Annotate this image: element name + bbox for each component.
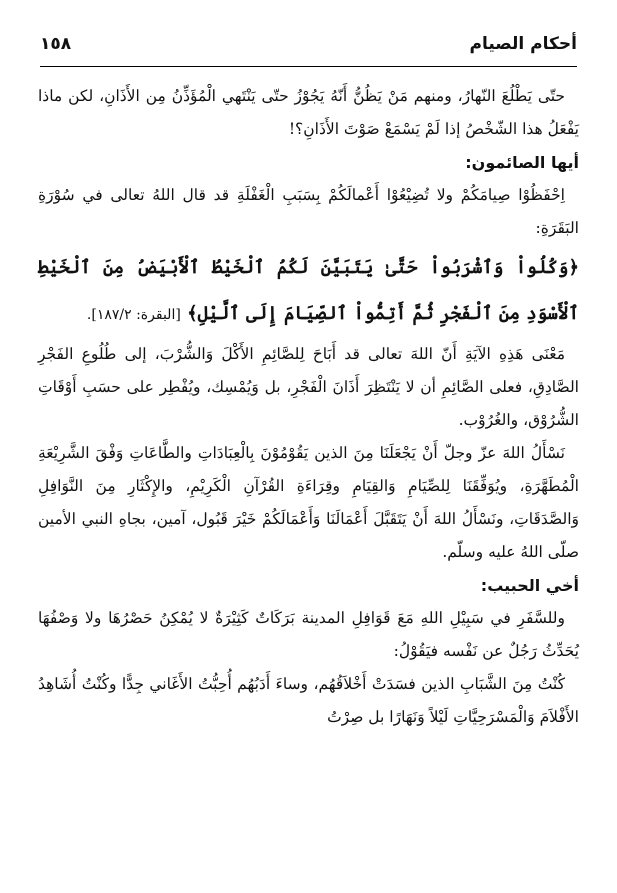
verse-reference: [البقرة: ١٨٧/٢]. [86, 307, 181, 323]
quran-verse: ﴿وَكُلُواْ وَٱشْرَبُواْ حَتَّىٰ يَتَبَيَّنَ لَكُمُ ٱلْخَيْطُ ٱلْأَبْيَضُ مِنَ ٱلْخَيْطِ ٱلْأَسْوَدِ مِنَ ٱلْفَجْرِ ثُمَّ أَتِمُّواْ ٱلصِّيَامَ إِلَى ٱلَّيْلِ﴾ [38, 257, 579, 324]
paragraph-dawn-timing: حتّى يَطْلُعَ النّهارُ، ومنهم مَنْ يَظُنُّ أَنّهُ يَجُوْزُ حتّى يَنْتَهي الْمُؤَذِّنُ مِن الأَذَانِ، لكن ماذا يَفْعَلُ هذا الشّخْصُ إذا لَمْ يَسْمَعْ صَوْتَ الأَذَانِ؟! [38, 87, 579, 138]
paragraph-travel-blessings: وللسَّفَرِ في سَبِيْلِ اللهِ مَعَ قَوَافِلِ المدينة بَرَكَاتٌ كَثِيْرَةٌ لا يُمْكِنُ حَصْرُهَا ولا وَصْفُهَا يُحَدِّثُ رَجُلٌ عن نَفْسه فيَقُوْلُ: [38, 609, 579, 660]
page-number: ١٥٨ [40, 34, 72, 54]
running-title: أحكام الصيام [469, 34, 577, 54]
page-body [38, 80, 579, 734]
page-header [40, 28, 577, 62]
header-divider [40, 66, 577, 67]
paragraph-personal-story: كُنْتُ مِنَ الشَّبَابِ الذين فسَدَتْ أَخْلاَقُهُم، وساءَ أَدَبُهُم أُحِبُّتُ الأَغَاني جِدًّا وكُنْتُ أُشَاهِدُ الأَفْلاَمَ وَالْمَسْرَحِيَّاتِ لَيْلاً وَنَهَارًا بل صِرْتُ [38, 675, 579, 726]
heading-dear-brother: أخي الحبيب: [480, 576, 579, 595]
paragraph-supplication: نَسْأَلُ اللهَ عزّ وجلّ أَنْ يَجْعَلَنَا مِنَ الذين يَقُوْمُوْنَ بِالْعِبَادَاتِ والطَّاعَاتِ وَفْقَ الشَّرِيْعَةِ الْمُطَهَّرَةِ، ويُوَفِّقَنَا لِلصِّيَامِ وَالقِيَامِ وقِرَاءَةِ القُرْآنِ الْكَرِيْمِ، والإِكْثَارِ مِنَ النَّوَافِلِ وَالصَّدَقَاتِ، ونَسْأَلُ اللهَ أَنْ يَتَقَبَّلَ أَعْمَالَنَا وَأَعْمَالَكُمْ خَيْرَ قَبُول، آمين، بجاهِ النبي الأمين صلّى اللهُ عليه وسلّم. [38, 444, 579, 561]
paragraph-guard-fasting: اِحْفَظُوْا صِيامَكُمْ ولا تُضِيْعُوْا أَعْمالَكُمْ بِسَبَبِ الْغَفْلَةِ قد قال اللهُ تعالى في سُوْرَةِ البَقَرَةِ: [38, 186, 579, 237]
paragraph-verse-meaning: مَعْنَى هَذِهِ الآيَةِ أَنّ اللهَ تعالى قد أَبَاحَ لِلصَّائِمِ الأَكْلَ وَالشُّرْبَ، إلى طُلُوعِ الفَجْرِ الصَّادِقِ، فعلى الصَّائِمِ أن لا يَنْتَظِرَ أَذَانَ الْفَجْرِ، بل وَيُمْسِك، ويُفْطِر على حسَبِ أَوْقَاتِ الشُّرُوْق، والغُرُوْب. [38, 345, 579, 429]
quran-verse-block [38, 245, 579, 338]
heading-fasting-people: أيها الصائمون: [465, 153, 579, 172]
